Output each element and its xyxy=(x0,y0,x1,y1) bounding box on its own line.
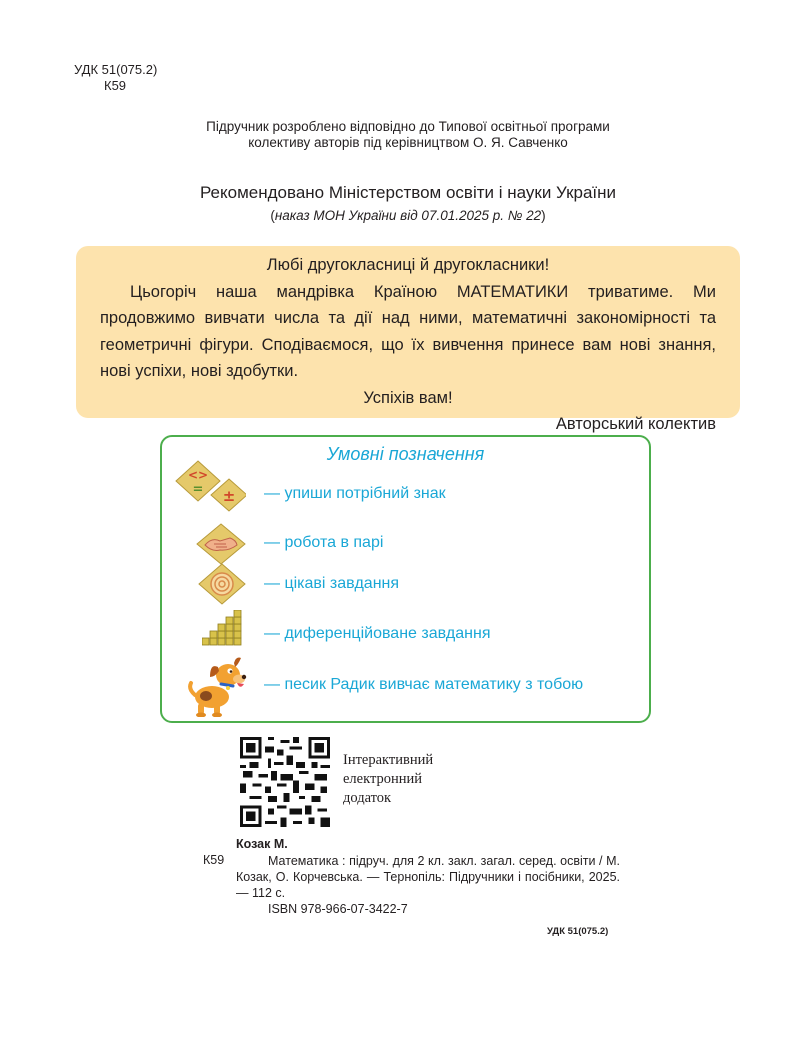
legend-item-differentiated: — диференційоване завдання xyxy=(264,625,491,642)
less-greater-glyph: <> xyxy=(187,468,209,482)
ministry-recommendation: Рекомендовано Міністерством освіти і науки України xyxy=(199,183,617,202)
program-note-line1: Підручник розроблено відповідно до Типової освітньої програми xyxy=(206,119,610,134)
order-close-paren: ) xyxy=(541,208,546,223)
udk-code: УДК 51(075.2) xyxy=(74,62,158,77)
catalog-code-bottom: К59 xyxy=(203,853,225,867)
catalog-isbn: ISBN 978-966-07-3422-7 xyxy=(268,902,408,916)
sign-insert-icon xyxy=(174,459,246,515)
order-open-paren: ( xyxy=(270,208,275,223)
stairs-blocks-icon xyxy=(202,610,244,646)
udk-footer: УДК 51(075.2) xyxy=(547,926,609,937)
legend-item-interesting: — цікаві завдання xyxy=(264,575,400,592)
legend-title: Умовні позначення xyxy=(326,444,485,464)
spiral-icon xyxy=(198,563,246,605)
dog-radyk-icon xyxy=(188,653,248,717)
legend-box xyxy=(160,435,651,723)
greeting-salutation: Любі другокласниці й другокласники! xyxy=(266,256,550,274)
qr-code-icon[interactable] xyxy=(240,737,330,827)
qr-label-line3: додаток xyxy=(343,790,392,806)
program-note xyxy=(0,119,800,151)
greeting-box xyxy=(76,246,740,433)
order-text: наказ МОН України від 07.01.2025 р. № 22 xyxy=(274,208,542,223)
program-note-line2: колективу авторів під керівництвом О. Я. Савченко xyxy=(248,135,568,150)
handshake-icon xyxy=(196,523,246,565)
interactive-addon-label xyxy=(343,751,433,808)
catalog-code: К59 xyxy=(104,78,127,93)
ministry-order xyxy=(0,208,800,223)
catalog-author: Козак М. xyxy=(236,837,288,851)
udk-header xyxy=(74,62,157,94)
greeting-wish: Успіхів вам! xyxy=(363,388,453,407)
catalog-description xyxy=(236,853,620,901)
qr-label-line1: Інтерактивний xyxy=(343,752,434,768)
greeting-signature: Авторський колектив xyxy=(555,415,716,433)
equals-glyph: = xyxy=(192,482,204,497)
legend-item-pair: — робота в парі xyxy=(264,534,384,551)
plus-minus-glyph: ± xyxy=(222,487,236,505)
legend-item-sign: — упиши потрібний знак xyxy=(264,485,446,502)
qr-label-line2: електронний xyxy=(343,771,423,787)
greeting-paragraph: Цьогоріч наша мандрівка Країною МАТЕМАТИКИ триватиме. Ми продовжимо вивчати числа та дії над ними, математичні закономірності та геометричні фігури. Сподіваємося, що їх вивчення принесе вам нові знання, нові успіхи, нові здобутки. xyxy=(100,282,716,380)
legend-item-dog: — песик Радик вивчає математику з тобою xyxy=(264,676,584,693)
catalog-description-text: Математика : підруч. для 2 кл. закл. загал. серед. освіти / М. Козак, О. Корчевська. — Тернопіль: Підручники і посібники, 2025. — 112 с. xyxy=(236,854,620,900)
